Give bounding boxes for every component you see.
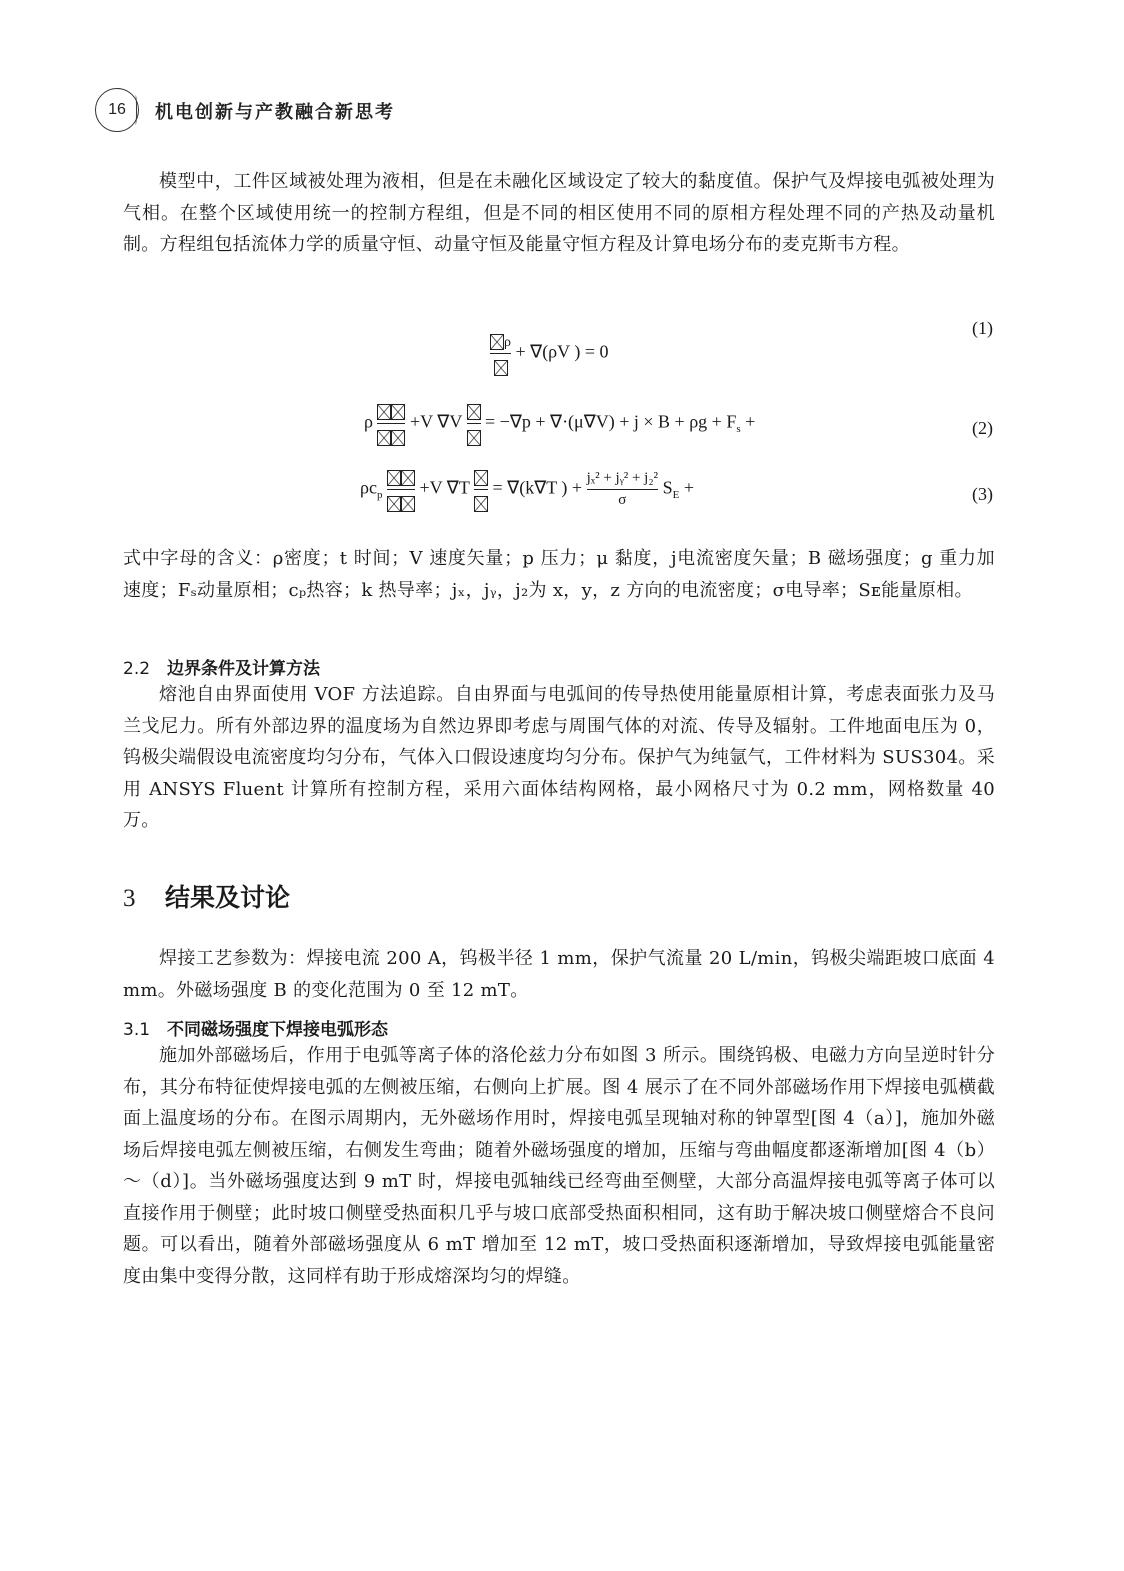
section-3-heading	[123, 878, 290, 914]
eq3-frac-numerator: jₓ² + jᵧ² + j₂²	[586, 470, 659, 486]
eq3-end-sub: E	[672, 489, 680, 502]
eq3-tail: = ∇(k∇T ) +	[492, 477, 583, 498]
intro-paragraph: 模型中，工件区域被处理为液相，但是在未融化区域设定了较大的黏度值。保护气及焊接电弧被处理为气相。在整个区域使用统一的控制方程组，但是不同的相区使用不同的原相方程处理不同的产热及动量机制。方程组包括流体力学的质量守恒、动量守恒及能量守恒方程及计算电场分布的麦克斯韦方程。	[123, 171, 995, 255]
page-number: 16	[95, 88, 139, 132]
eq2-end: +	[740, 411, 756, 432]
eq2-tail: = −∇p + ∇·(μ∇V) + j × B + ρg + F	[485, 411, 737, 432]
equation-2-number: (2)	[972, 418, 993, 438]
section-number: 2.2	[123, 659, 151, 679]
section-title: 结果及讨论	[165, 883, 291, 912]
section-number: 3	[123, 885, 136, 912]
equation-1	[490, 330, 609, 377]
equation-3	[360, 466, 694, 513]
section-3-body	[123, 943, 995, 1006]
equation-2	[364, 400, 755, 447]
section-title: 不同磁场强度下焊接电弧形态	[167, 1020, 388, 1040]
eq3-frac-denominator: σ	[618, 492, 627, 508]
section-3-1-heading	[123, 1015, 388, 1040]
section-2-2-heading	[123, 654, 320, 679]
eq2-lead: ρ	[364, 411, 373, 432]
equation-1-number: (1)	[972, 318, 993, 338]
section-3-paragraph: 焊接工艺参数为：焊接电流 200 A，钨极半径 1 mm，保护气流量 20 L/min，钨极尖端距坡口底面 4 mm。外磁场强度 B 的变化范围为 0 至 12 mT。	[123, 948, 995, 1001]
eq2-fraction-1	[377, 400, 405, 447]
eq3-mid: +V ∇T	[419, 477, 470, 498]
eq3-sub: p	[376, 489, 383, 502]
section-2-2-body	[123, 679, 995, 837]
page-header	[95, 88, 1035, 132]
section-2-2-paragraph: 熔池自由界面使用 VOF 方法追踪。自由界面与电弧间的传导热使用能量原相计算，考虑表面张力及马兰戈尼力。所有外部边界的温度场为自然边界即考虑与周围气体的对流、传导及辐射。工件地面电压为 0，钨极尖端假设电流密度均匀分布，气体入口假设速度均匀分布。保护气为纯氩气，工件材料为 SUS304。采用 ANSYS Fluent 计算所有控制方程，采用六面体结构网格，最小网格尺寸为 0.2 mm，网格数量 40 万。	[123, 684, 995, 831]
eq3-fraction-3	[587, 470, 658, 509]
section-3-1-paragraph: 施加外部磁场后，作用于电弧等离子体的洛伦兹力分布如图 3 所示。围绕钨极、电磁力方向呈逆时针分布，其分布特征使焊接电弧的左侧被压缩，右侧向上扩展。图 4 展示了在不同外部磁场作用下焊接电弧横截面上温度场的分布。在图示周期内，无外磁场作用时，焊接电弧呈现轴对称的钟罩型[图 4（a）]，施加外磁场后焊接电弧左侧被压缩，右侧发生弯曲；随着外磁场强度的增加，压缩与弯曲幅度都逐渐增加[图 4（b）～（d）]。当外磁场强度达到 9 mT 时，焊接电弧轴线已经弯曲至侧壁，大部分高温焊接电弧等离子体可以直接作用于侧壁；此时坡口侧壁受热面积几乎与坡口底部受热面积相同，这有助于解决坡口侧壁熔合不良问题。可以看出，随着外部磁场强度从 6 mT 增加至 12 mT，坡口受热面积逐渐增加，导致焊接电弧能量密度由集中变得分散，这同样有助于形成熔深均匀的焊缝。	[123, 1045, 995, 1287]
section-3-1-body	[123, 1040, 995, 1292]
eq3-fraction-2	[474, 466, 488, 513]
eq1-tail: + ∇(ρV ) = 0	[515, 341, 609, 362]
section-number: 3.1	[123, 1020, 151, 1040]
eq3-fraction-1	[387, 466, 415, 513]
eq1-fraction: ρ	[490, 330, 511, 377]
section-title: 边界条件及计算方法	[167, 659, 320, 679]
intro-section	[123, 166, 995, 261]
equation-3-number: (3)	[972, 484, 993, 504]
eq2-fraction-2	[467, 400, 481, 447]
eq3-end: S	[662, 477, 673, 498]
symbols-section	[123, 543, 995, 606]
symbols-paragraph: 式中字母的含义：ρ密度；t 时间；V 速度矢量；p 压力；μ 黏度，j电流密度矢量；B 磁场强度；g 重力加速度；Fₛ动量原相；cₚ热容；k 热导率；jₓ，jᵧ，j₂为 x，y，z 方向的电流密度；σ电导率；Sᴇ能量原相。	[123, 548, 995, 601]
eq2-mid: +V ∇V	[409, 411, 463, 432]
eq3-lead: ρc	[360, 477, 377, 498]
eq2-sub: s	[736, 423, 741, 436]
running-title: 机电创新与产教融合新思考	[155, 102, 395, 123]
eq3-end2: +	[679, 477, 694, 498]
